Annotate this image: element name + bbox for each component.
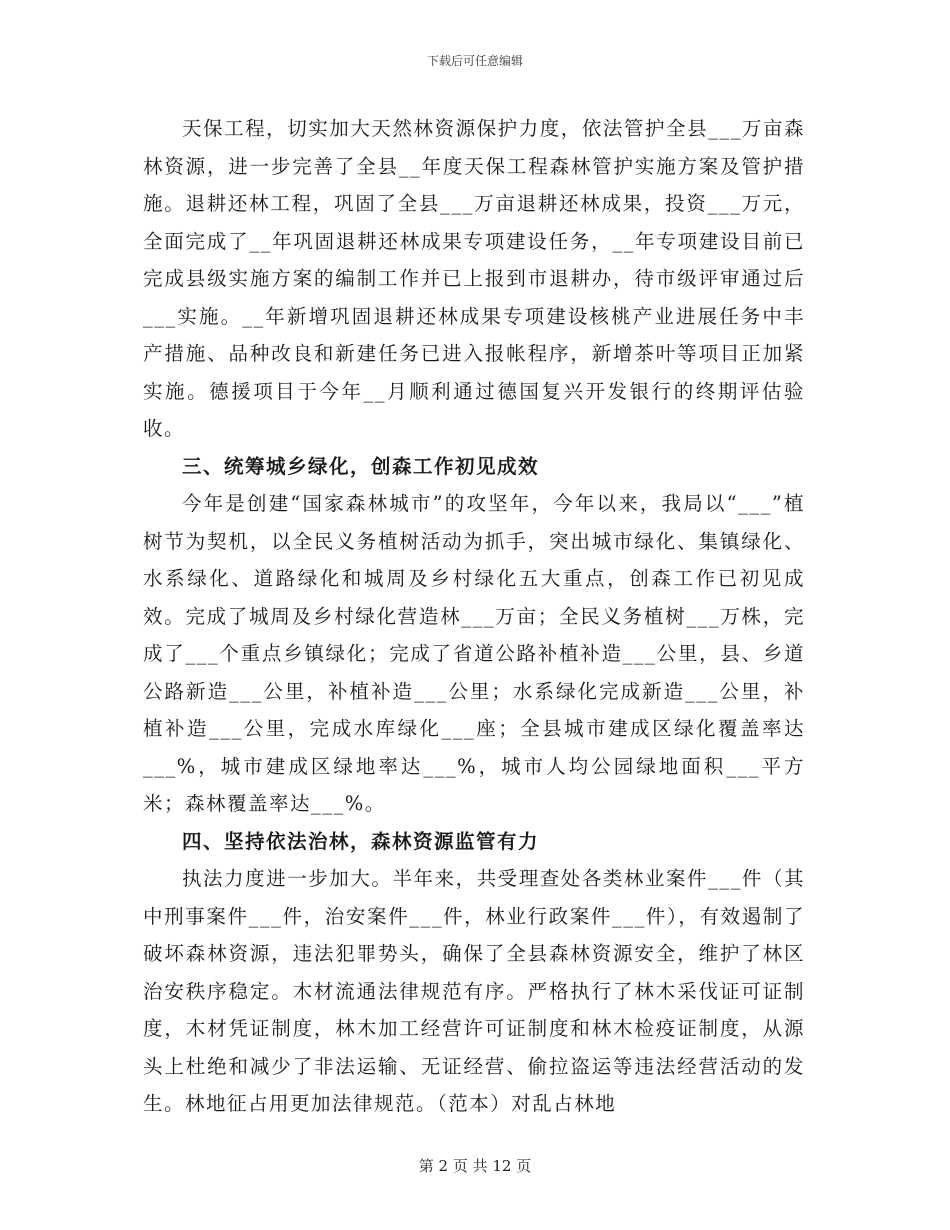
paragraph-greening: 今年是创建“国家森林城市”的攻坚年，今年以来，我局以“___”植树节为契机，以全民义务植树活动为抓手，突出城市绿化、集镇绿化、水系绿化、道路绿化和城周及乡村绿化五大重点，创森工作已初见成效。完成了城周及乡村绿化营造林___万亩；全民义务植树___万株，完成了___个重点乡镇绿化；完成了省道公路补植补造___公里，县、乡道公路新造___公里，补植补造___公里；水系绿化完成新造___公里，补植补造___公里，完成水库绿化___座；全县城市建成区绿化覆盖率达___%，城市建成区绿地率达___%，城市人均公园绿地面积___平方米；森林覆盖率达___%。 (143, 492, 805, 815)
page-header: 下载后可任意编辑 (426, 54, 523, 68)
document-body (143, 110, 805, 1123)
paragraph-tianbao: 天保工程，切实加大天然林资源保护力度，依法管护全县___万亩森林资源，进一步完善了全县__年度天保工程森林管护实施方案及管护措施。退耕还林工程，巩固了全县___万亩退耕还林成果，投资___万元，全面完成了__年巩固退耕还林成果专项建设任务，__年专项建设目前已完成县级实施方案的编制工作并已上报到市退耕办，待市级评审通过后___实施。__年新增巩固退耕还林成果专项建设核桃产业进展任务中丰产措施、品种改良和新建任务已进入报帐程序，新增茶叶等项目正加紧实施。德援项目于今年__月顺利通过德国复兴开发银行的终期评估验收。 (143, 117, 805, 440)
page-number: 第 2 页 共 12 页 (418, 1157, 532, 1175)
paragraph-law-enforcement: 执法力度进一步加大。半年来，共受理查处各类林业案件___件（其中刑事案件___件，治安案件___件，林业行政案件___件），有效遏制了破坏森林资源，违法犯罪势头，确保了全县森林资源安全，维护了林区治安秩序稳定。木材流通法律规范有序。严格执行了林木采伐证可证制度，木材凭证制度，林木加工经营许可证制度和林木检疫证制度，从源头上杜绝和减少了非法运输、无证经营、偷拉盗运等违法经营活动的发生。林地征占用更加法律规范。（范本）对乱占林地 (143, 867, 805, 1115)
section-heading-3: 三、统筹城乡绿化，创森工作初见成效 (182, 454, 540, 478)
section-heading-4: 四、坚持依法治林，森林资源监管有力 (182, 829, 540, 853)
